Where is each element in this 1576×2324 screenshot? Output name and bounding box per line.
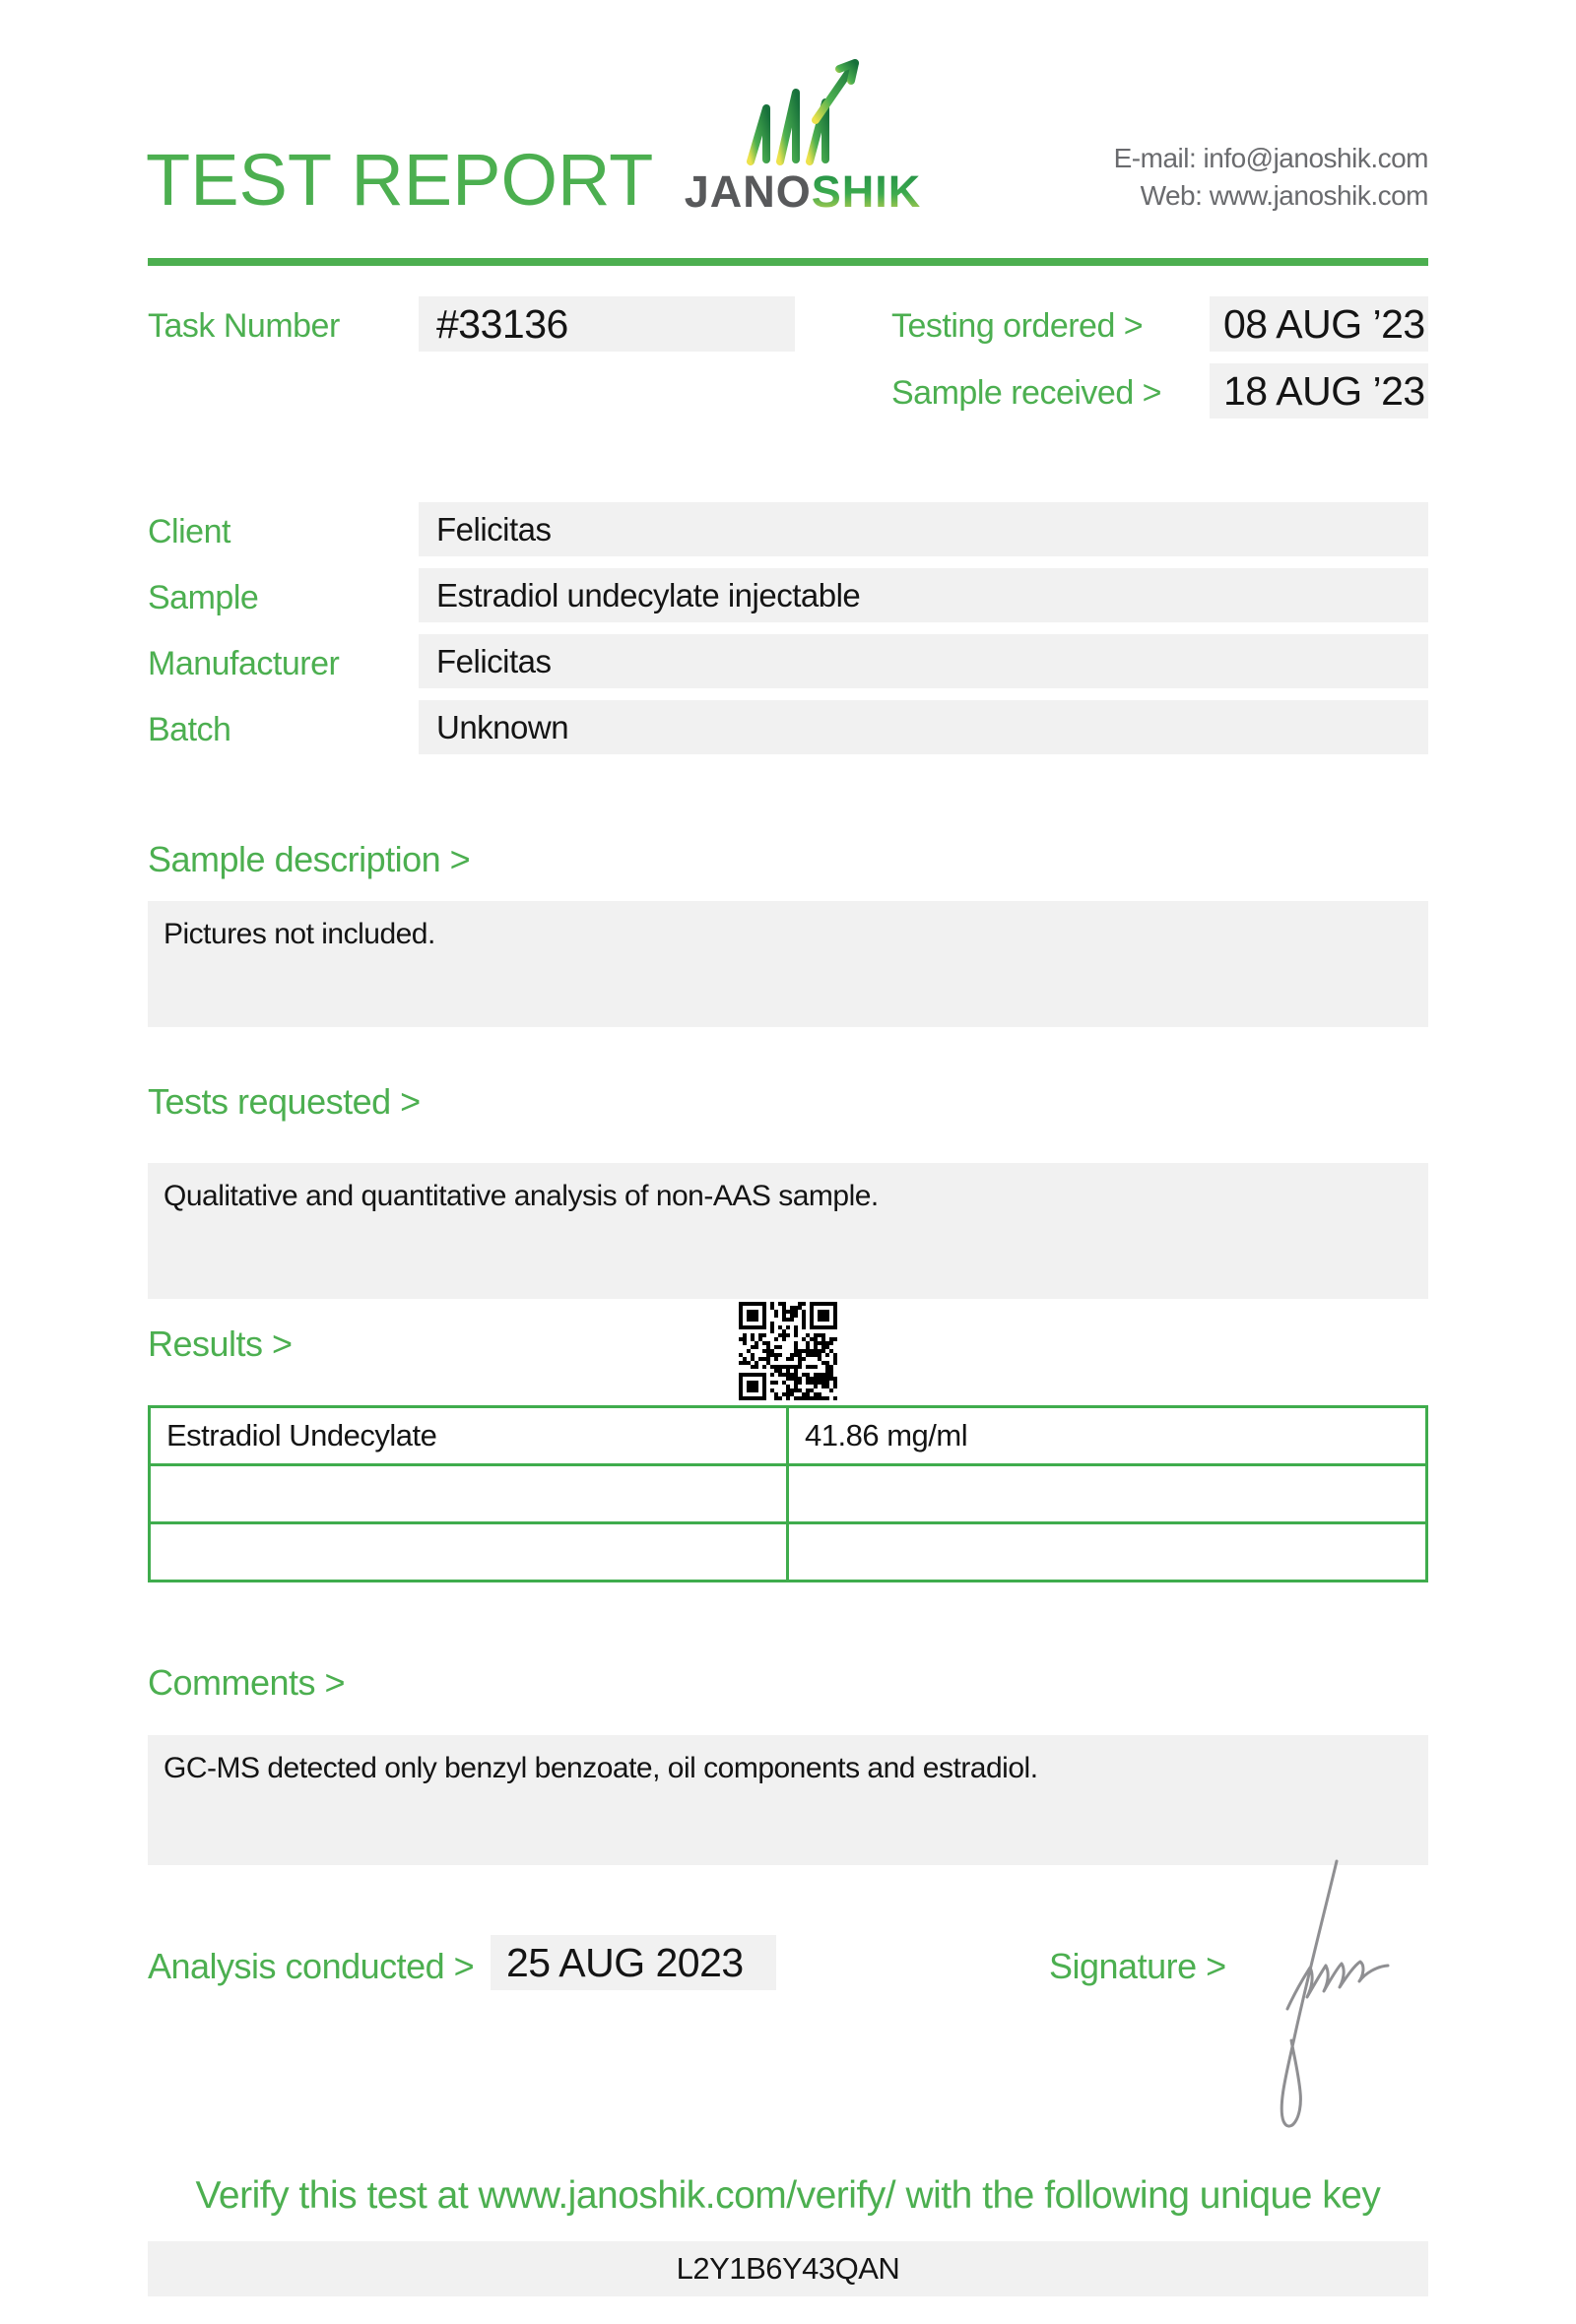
- tests-requested-heading: Tests requested >: [148, 1081, 421, 1122]
- logo-wordmark: [680, 166, 926, 217]
- sample-value-box: [419, 568, 1428, 622]
- manufacturer-label: Manufacturer: [148, 645, 340, 682]
- task-number-label: Task Number: [148, 307, 340, 345]
- analysis-conducted-date: 25 AUG 2023: [506, 1939, 744, 1985]
- sample-value: Estradiol undecylate injectable: [436, 576, 861, 613]
- analysis-conducted-label: Analysis conducted >: [148, 1946, 475, 1986]
- verify-key: L2Y1B6Y43QAN: [676, 2251, 900, 2286]
- client-value: Felicitas: [436, 510, 552, 548]
- logo-jano-text: JANO: [684, 166, 812, 217]
- page-title: TEST REPORT: [146, 139, 654, 221]
- web-line: Web: www.janoshik.com: [1140, 179, 1428, 211]
- results-row-2: [150, 1465, 1427, 1523]
- batch-value-box: [419, 700, 1428, 754]
- bar-chart-arrow-icon: [729, 51, 877, 169]
- sample-description-heading: Sample description >: [148, 839, 471, 879]
- manufacturer-value-box: [419, 634, 1428, 688]
- result-cell: [788, 1523, 1427, 1582]
- result-cell: 41.86 mg/ml: [788, 1407, 1427, 1465]
- comments-box: [148, 1735, 1428, 1865]
- client-label: Client: [148, 513, 230, 550]
- analyte-cell: Estradiol Undecylate: [150, 1407, 788, 1465]
- sample-label: Sample: [148, 579, 259, 616]
- logo-shik-text: SHIK: [811, 166, 922, 217]
- comments-heading: Comments >: [148, 1662, 346, 1703]
- comments-text: GC-MS detected only benzyl benzoate, oil components and estradiol.: [164, 1752, 1038, 1784]
- testing-ordered-label: Testing ordered >: [891, 307, 1144, 345]
- results-row-1: [150, 1407, 1427, 1465]
- results-heading: Results >: [148, 1323, 293, 1364]
- analysis-conducted-value-box: [491, 1935, 776, 1990]
- tests-requested-text: Qualitative and quantitative analysis of non-AAS sample.: [164, 1180, 879, 1212]
- batch-value: Unknown: [436, 708, 569, 745]
- contact-block: [1114, 140, 1428, 215]
- result-cell: [788, 1465, 1427, 1523]
- janoshik-logo: [680, 51, 926, 217]
- sample-description-box: [148, 901, 1428, 1027]
- client-value-box: [419, 502, 1428, 556]
- task-number-value: #33136: [436, 300, 568, 347]
- sample-received-date: 18 AUG ’23: [1223, 367, 1425, 414]
- qr-code: [739, 1302, 837, 1400]
- signature-image: [1266, 1851, 1413, 2147]
- email-line: E-mail: info@janoshik.com: [1113, 143, 1428, 173]
- analyte-cell: [150, 1465, 788, 1523]
- results-row-3: [150, 1523, 1427, 1582]
- tests-requested-box: [148, 1163, 1428, 1299]
- results-table: [148, 1405, 1428, 1582]
- task-number-value-box: [419, 296, 795, 352]
- sample-description-text: Pictures not included.: [164, 918, 435, 950]
- header-divider: [148, 258, 1428, 266]
- sample-received-label: Sample received >: [891, 374, 1162, 412]
- manufacturer-value: Felicitas: [436, 642, 552, 679]
- batch-label: Batch: [148, 711, 231, 748]
- testing-ordered-date: 08 AUG ’23: [1223, 300, 1425, 347]
- analyte-cell: [150, 1523, 788, 1582]
- verify-instruction: Verify this test at www.janoshik.com/verify/ with the following unique key: [195, 2174, 1381, 2217]
- testing-ordered-value-box: [1210, 296, 1428, 352]
- sample-received-value-box: [1210, 363, 1428, 419]
- verify-key-box: [148, 2241, 1428, 2296]
- signature-label: Signature >: [1049, 1946, 1226, 1986]
